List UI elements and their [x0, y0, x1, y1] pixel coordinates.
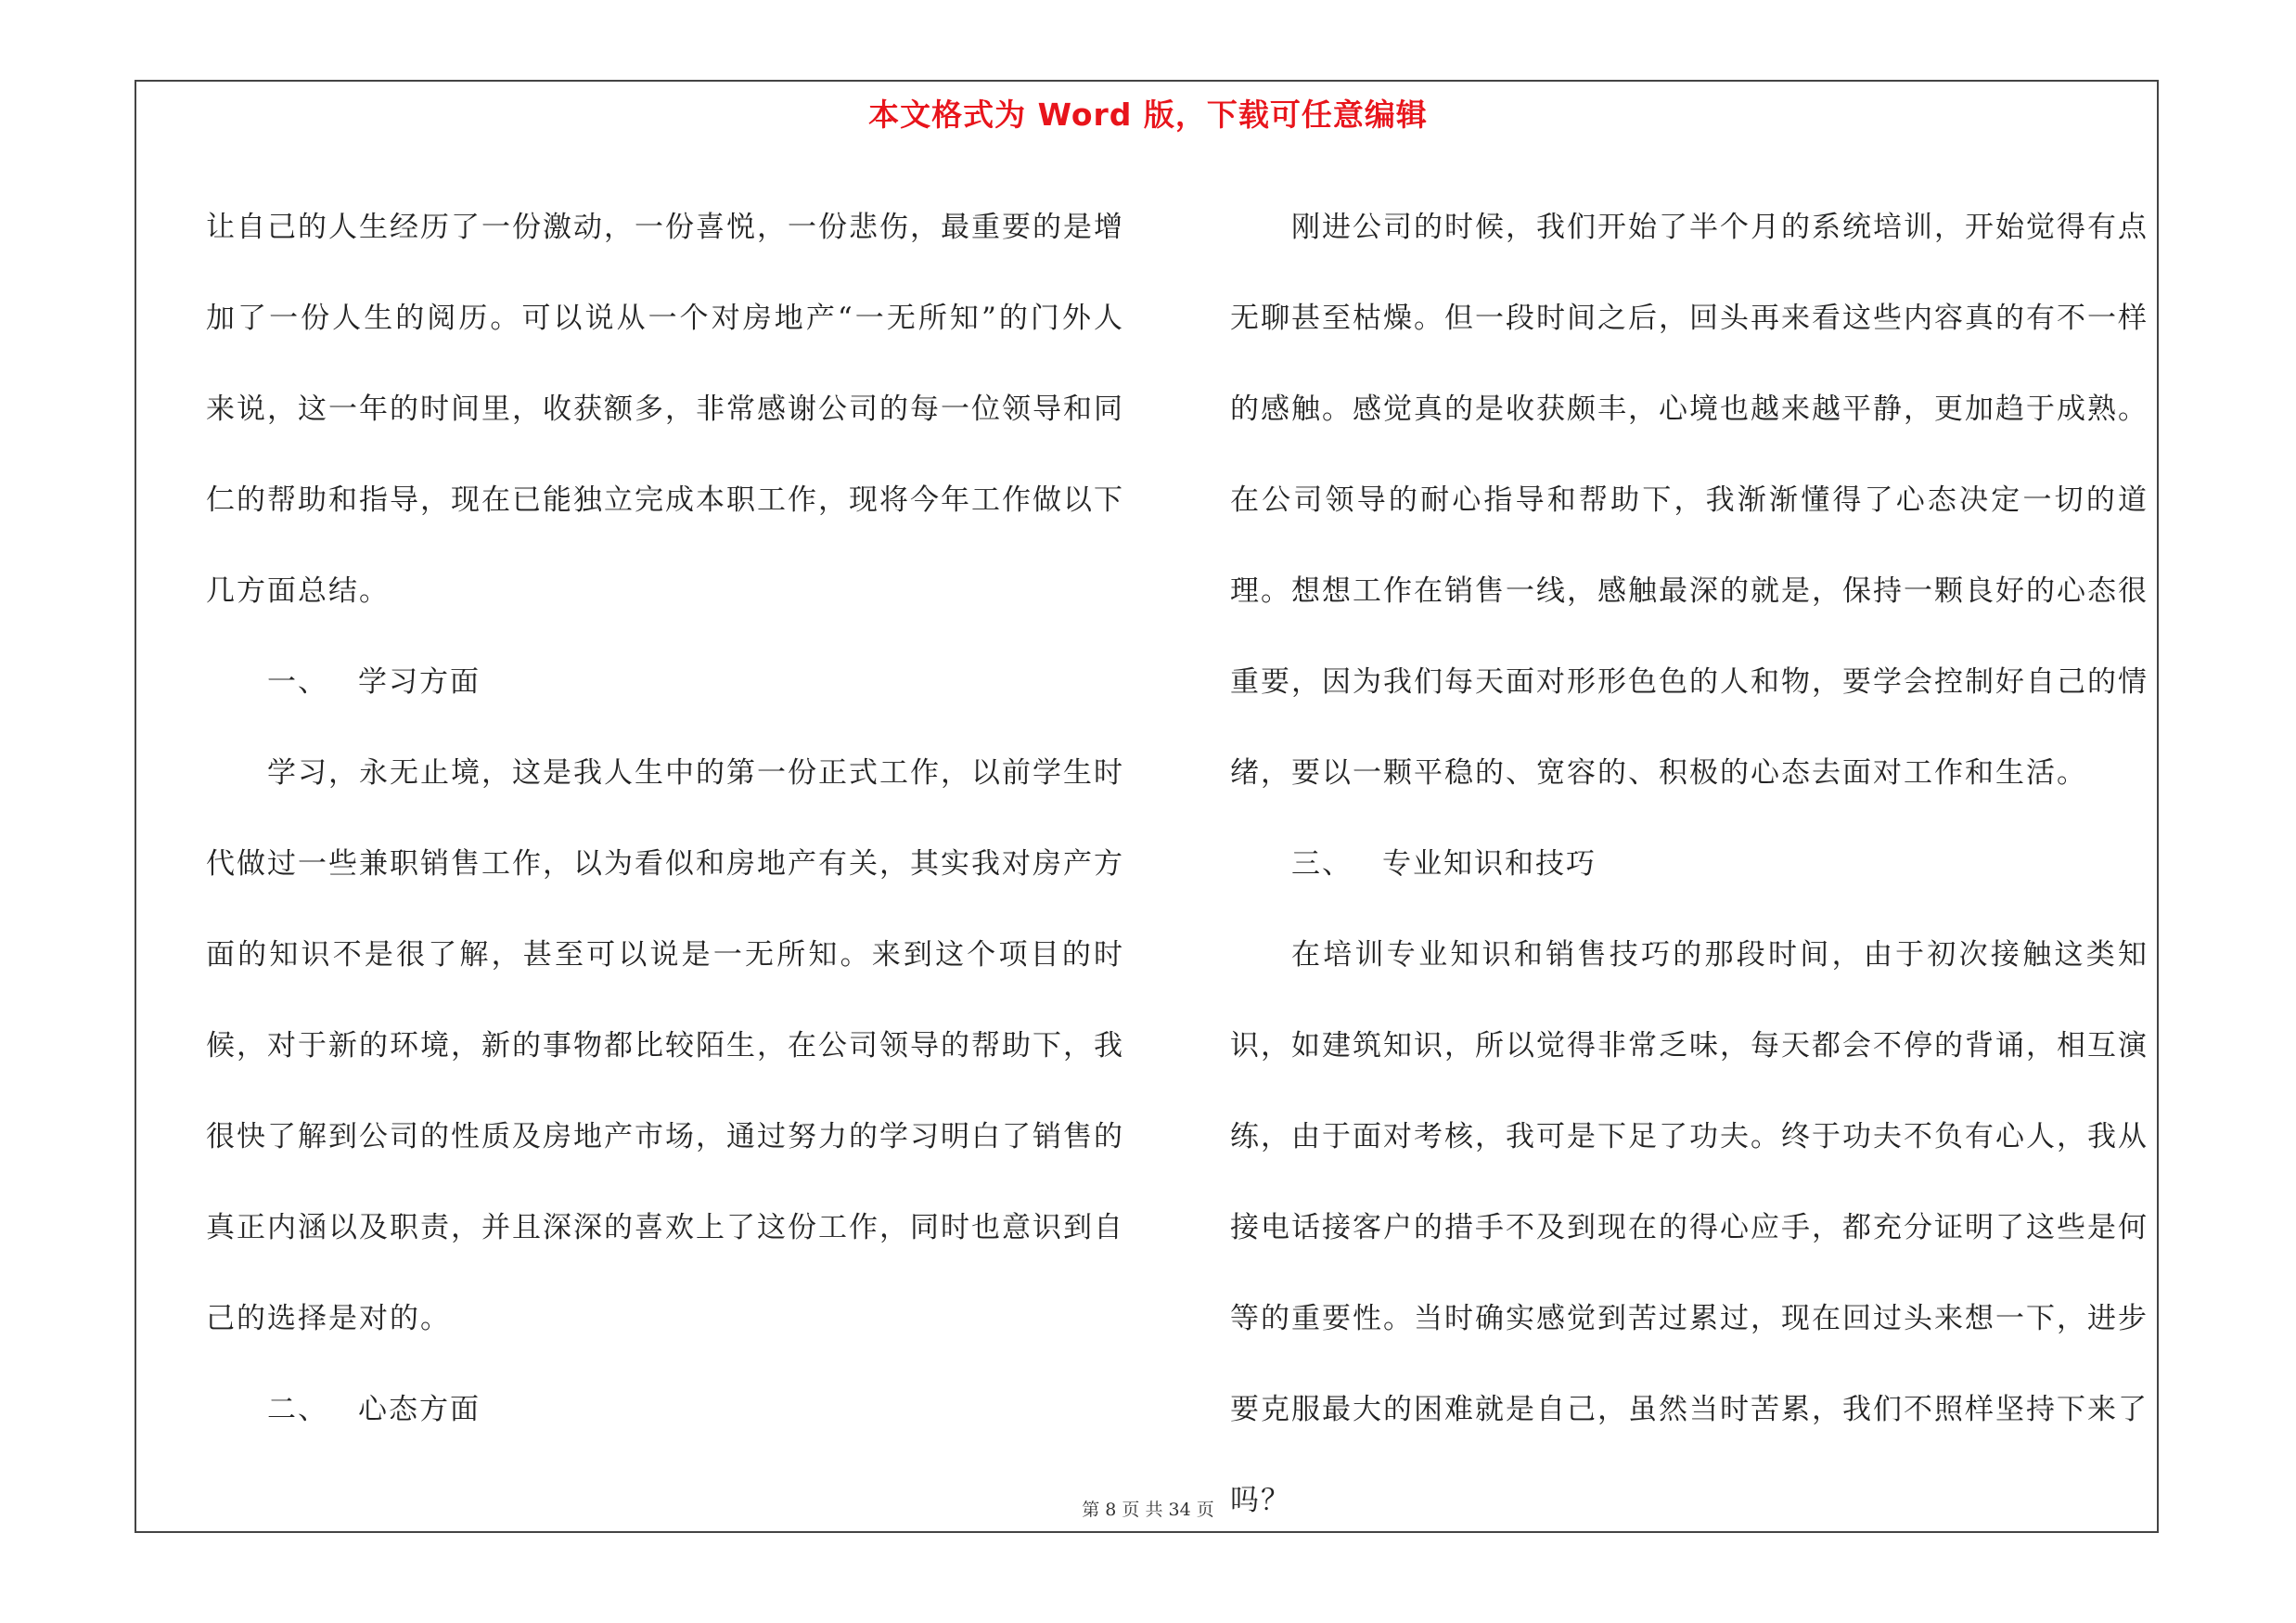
section-heading-skills [1230, 818, 2148, 909]
right-column [1230, 182, 2148, 1546]
section-number: 一、 [267, 665, 328, 699]
section-title: 心态方面 [358, 1393, 481, 1426]
paragraph-study: 学习，永无止境，这是我人生中的第一份正式工作，以前学生时代做过一些兼职销售工作，以为看似和房地产有关，其实我对房产方面的知识不是很了解，甚至可以说是一无所知。来到这个项目的时候，对于新的环境，新的事物都比较陌生，在公司领导的帮助下，我很快了解到公司的性质及房地产市场，通过努力的学习明白了销售的真正内涵以及职责，并且深深的喜欢上了这份工作，同时也意识到自己的选择是对的。 [206, 756, 1124, 1335]
page-number-footer: 第 8 页 共 34 页 [1082, 1500, 1214, 1520]
paragraph-mindset: 刚进公司的时候，我们开始了半个月的系统培训，开始觉得有点无聊甚至枯燥。但一段时间之后，回头再来看这些内容真的有不一样的感触。感觉真的是收获颇丰，心境也越来越平静，更加趋于成熟。在公司领导的耐心指导和帮助下，我渐渐懂得了心态决定一切的道理。想想工作在销售一线，感触最深的就是，保持一颗良好的心态很重要，因为我们每天面对形形色色的人和物，要学会控制好自己的情绪，要以一颗平稳的、宽容的、积极的心态去面对工作和生活。 [1230, 211, 2148, 790]
left-column [206, 182, 1124, 1455]
section-heading-mindset [206, 1364, 1124, 1455]
paragraph-skills: 在培训专业知识和销售技巧的那段时间，由于初次接触这类知识，如建筑知识，所以觉得非常乏味，每天都会不停的背诵，相互演练，由于面对考核，我可是下足了功夫。终于功夫不负有心人，我从接电话接客户的措手不及到现在的得心应手，都充分证明了这些是何等的重要性。当时确实感觉到苦过累过，现在回过头来想一下，进步要克服最大的困难就是自己，虽然当时苦累，我们不照样坚持下来了吗？ [1230, 938, 2148, 1517]
format-banner: 本文格式为 Word 版，下载可任意编辑 [868, 97, 1428, 133]
section-title: 专业知识和技巧 [1382, 847, 1597, 881]
section-number: 三、 [1291, 847, 1353, 881]
section-title: 学习方面 [358, 665, 481, 699]
section-number: 二、 [267, 1393, 328, 1426]
section-heading-study [206, 637, 1124, 728]
paragraph-intro-continued: 让自己的人生经历了一份激动，一份喜悦，一份悲伤，最重要的是增加了一份人生的阅历。可以说从一个对房地产“一无所知”的门外人来说，这一年的时间里，收获额多，非常感谢公司的每一位领导和同仁的帮助和指导，现在已能独立完成本职工作，现将今年工作做以下几方面总结。 [206, 211, 1124, 608]
